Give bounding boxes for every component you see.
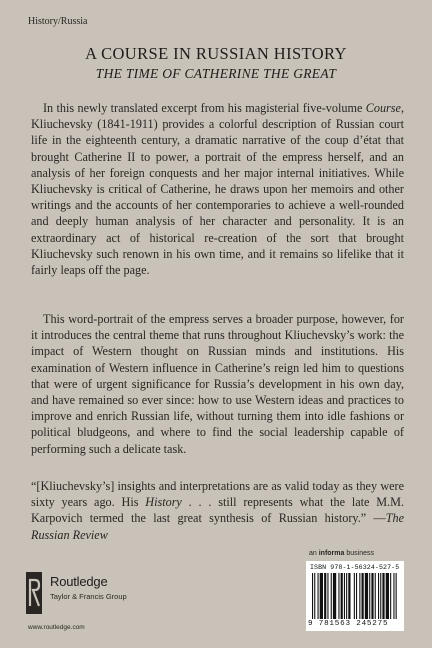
informa-suffix: business <box>344 550 374 557</box>
description-paragraph-2 <box>31 311 404 457</box>
barcode-bar <box>324 573 326 619</box>
paragraph2-text: This word-portrait of the empress serves a broader purpose, however, for it introduces the central theme that runs throughout Kliuchevsky’s work: the impact of Western thought on Russian minds and institutions. His examination of Western influence in Catherine’s reign led him to questions that were of urgent significance for Russia’s development in his own day, and have remained so ever since: how to use Western ideas and practices to improve and enrich Russian life, without turning them into idle fashions or political bludgeons, and where to find the social leadership capable of performing such a delicate task. <box>31 312 404 456</box>
barcode-bar <box>365 573 368 619</box>
barcode-bar <box>386 573 389 619</box>
barcode-bar <box>331 573 332 619</box>
barcode-bar <box>348 573 350 619</box>
barcode-bar <box>393 573 394 619</box>
publisher-name: Routledge <box>50 574 108 589</box>
review-quote <box>31 478 404 543</box>
informa-prefix: an <box>309 550 319 557</box>
barcode-bar <box>371 573 373 619</box>
quote-italic: History <box>145 495 182 510</box>
routledge-logo-icon <box>26 572 42 614</box>
barcode-bar <box>327 573 328 619</box>
barcode-digits: 9 781563 245275 <box>308 620 389 628</box>
quote-text-a: “[Kliuchevsky’s] insights and interpretations are as valid today as they were sixty years ago. His <box>31 479 404 510</box>
paragraph1-text-a: In this newly translated excerpt from his magisterial five-volume <box>43 101 366 115</box>
publisher-imprint: Taylor & Francis Group <box>50 592 127 601</box>
barcode-bar <box>375 573 376 619</box>
book-title: A COURSE IN RUSSIAN HISTORY <box>85 44 347 63</box>
barcode-bar <box>318 573 319 619</box>
category-label: History/Russia <box>28 16 88 27</box>
isbn-label: ISBN 978-1-56324-527-5 <box>310 564 400 571</box>
barcode-bar <box>380 573 381 619</box>
quote-source: The Russian Review <box>31 511 404 542</box>
barcode-bar <box>396 573 397 619</box>
barcode-icon <box>310 573 400 619</box>
barcode-bar <box>382 573 384 619</box>
barcode-bar <box>320 573 323 619</box>
barcode-bar <box>390 573 391 619</box>
informa-tagline <box>309 550 374 557</box>
barcode-bar <box>369 573 370 619</box>
paragraph1-italic: Course <box>365 101 401 115</box>
book-subtitle: THE TIME OF CATHERINE THE GREAT <box>95 66 337 81</box>
barcode-bar <box>356 573 357 619</box>
barcode-bar <box>341 573 343 619</box>
barcode-bar <box>362 573 364 619</box>
barcode-bar <box>378 573 379 619</box>
barcode-bar <box>312 573 313 619</box>
barcode-bar <box>346 573 347 619</box>
barcode-bar <box>314 573 315 619</box>
publisher-website: www.routledge.com <box>28 624 85 631</box>
description-paragraph-1 <box>31 100 404 278</box>
quote-text-b: . . . still represents what the late M.M. Karpovich termed the last great synthesis of Russian history.” — <box>31 495 404 526</box>
barcode-bar <box>354 573 355 619</box>
paragraph1-text-b: , Kliuchevsky (1841-1911) provides a colorful description of Russian court life in the eighteenth century, a dramatic narrative of the coup d’état that brought Catherine II to power, a portrait of the empress herself, and an analysis of her foreign conquests and her major internal initiatives. While Kliuchevsky is critical of Catherine, he draws upon her memoirs and other writings and the accounts of her contemporaries to achieve a well-rounded and deeply human analysis of her character and personality. It is an extraordinary act of historical re-creation of the sort that brought Kliuchevsky such renown in his own time, and it remains so lifelike that it fairly leaps off the page. <box>31 101 404 278</box>
barcode-panel <box>306 561 404 631</box>
informa-brand: informa <box>318 550 345 557</box>
barcode-bar <box>333 573 336 619</box>
barcode-bar <box>344 573 345 619</box>
barcode-bar <box>359 573 360 619</box>
barcode-bar <box>338 573 339 619</box>
